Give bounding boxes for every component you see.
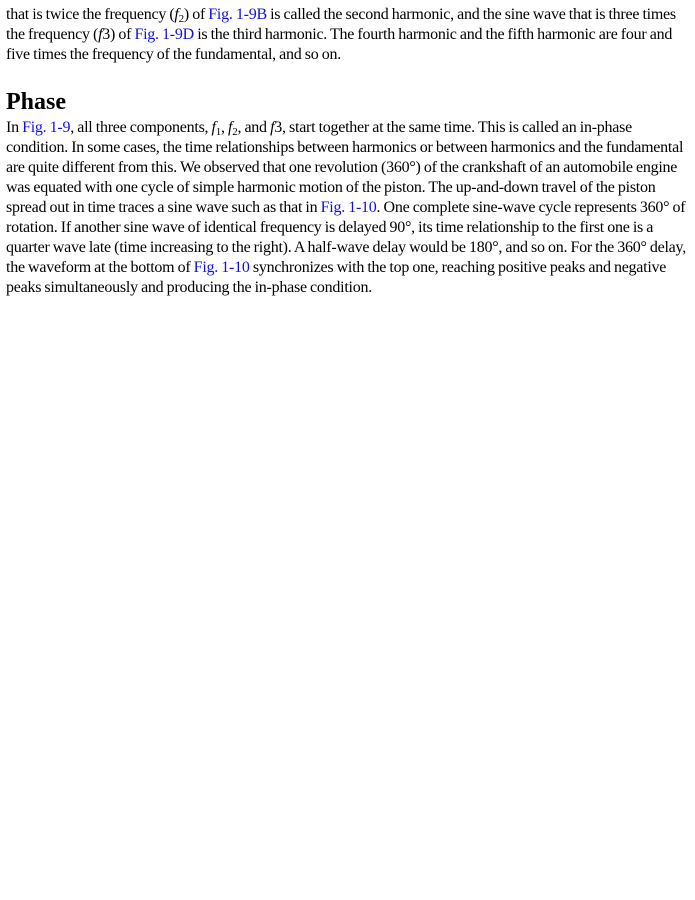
document-page [0, 0, 695, 298]
text-run: , and [237, 119, 271, 136]
text-run: 3) of [102, 26, 135, 43]
frequency-symbol: f [270, 119, 275, 136]
text-run: ) of [183, 6, 209, 23]
subscript: 1 [215, 126, 221, 138]
text-run: is the third harmonic. The fourth harmonic and the fifth harmonic are four and five times the frequency of the fundamental, and so on. [6, 26, 673, 63]
link-fig-1-9d[interactable]: Fig. 1-9D [134, 26, 194, 43]
link-fig-1-10[interactable]: Fig. 1-10 [320, 199, 377, 216]
text-run: 3, start together at the same time. This is called an in-phase condition. In some cases, the time relationships between harmonics or between harmonics and the fundamental are quite different from this. We observed that one revolution (360°) of the crankshaft of an automobile engine was equated with one cycle of simple harmonic motion of the piston. The up-and-down travel of the piston spread out in time traces a sine wave such as that in [6, 119, 684, 216]
text-run: . One complete sine-wave cycle represents 360° of rotation. If another sine wave of identical frequency is delayed 90°, its time relationship to the first one is a quarter wave late (time increasing to the right). A half-wave delay would be 180°, and so on. For the 360° delay, the waveform at the bottom of [6, 199, 686, 276]
frequency-symbol: f [211, 119, 216, 136]
text-run: is called the second harmonic, and the sine wave that is three times the frequency ( [6, 6, 676, 43]
subscript: 2 [232, 126, 238, 138]
text-run: that is twice the frequency ( [6, 6, 175, 23]
frequency-symbol: f [174, 6, 179, 23]
text-run: In [6, 119, 23, 136]
frequency-symbol: f [98, 26, 103, 43]
link-fig-1-10-bottom[interactable]: Fig. 1-10 [193, 259, 250, 276]
subscript: 2 [178, 13, 184, 25]
link-fig-1-9b[interactable]: Fig. 1-9B [208, 6, 267, 23]
link-fig-1-9[interactable]: Fig. 1-9 [22, 119, 71, 136]
text-run: , all three components, [70, 119, 212, 136]
frequency-symbol: f [228, 119, 233, 136]
text-run: , [221, 119, 228, 136]
text-run: synchronizes with the top one, reaching positive peaks and negative peaks simultaneously and producing the in-phase condition. [6, 259, 667, 296]
paragraph-harmonics [6, 5, 689, 65]
paragraph-phase [6, 118, 689, 298]
section-heading-phase: Phase [6, 89, 66, 115]
